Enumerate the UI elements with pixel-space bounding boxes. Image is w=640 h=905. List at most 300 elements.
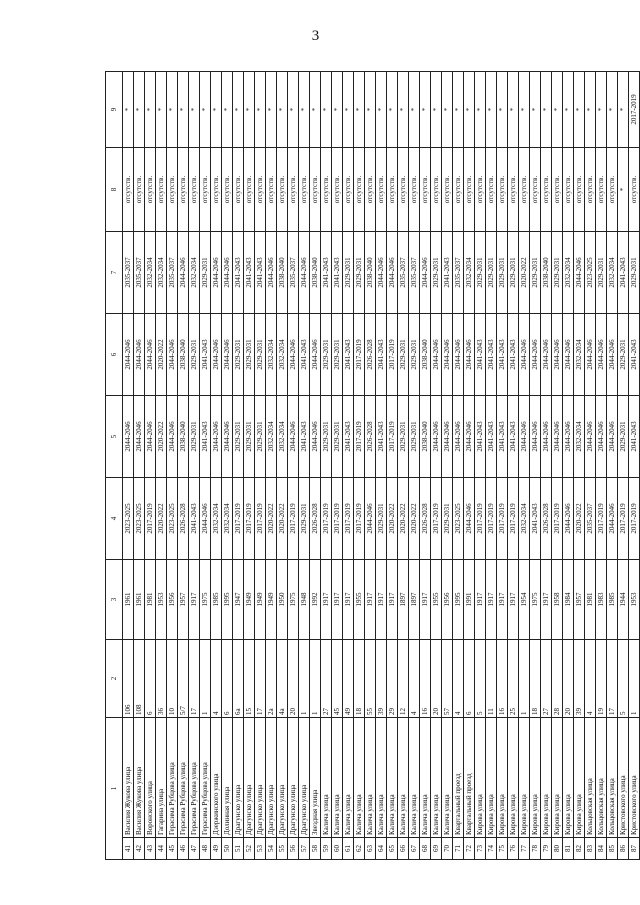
- table-cell: 17: [255, 640, 266, 718]
- table-cell: 71: [453, 838, 464, 860]
- table-cell: 2044-2046: [464, 396, 475, 478]
- table-cell: отсутств.: [200, 148, 211, 232]
- table-cell: 2017-2019: [145, 478, 156, 560]
- table-cell: Калича улица: [354, 718, 365, 838]
- table-cell: 2032-2034: [156, 232, 167, 314]
- table-cell: 2029-2031: [530, 232, 541, 314]
- table-cell: 2029-2031: [244, 314, 255, 396]
- table-cell: Калича улица: [420, 718, 431, 838]
- rotated-table-frame: [105, 72, 638, 860]
- table-cell: 29: [387, 640, 398, 718]
- table-cell: 56: [288, 838, 299, 860]
- table-cell: отсутств.: [486, 148, 497, 232]
- table-cell: 85: [607, 838, 618, 860]
- column-header: 5: [106, 396, 123, 478]
- table-cell: 1917: [541, 560, 552, 640]
- table-cell: 20: [563, 640, 574, 718]
- table-cell: *: [508, 72, 519, 148]
- table-cell: *: [343, 72, 354, 148]
- table-cell: 1995: [222, 560, 233, 640]
- table-cell: 57: [299, 838, 310, 860]
- table-cell: Калича улица: [387, 718, 398, 838]
- table-cell: 2029-2031: [255, 314, 266, 396]
- table-cell: 2026-2028: [310, 478, 321, 560]
- table-cell: отсутств.: [475, 148, 486, 232]
- table-cell: 2017-2019: [288, 478, 299, 560]
- table-cell: 2026-2028: [365, 314, 376, 396]
- table-cell: отсутств.: [563, 148, 574, 232]
- table-row: [343, 72, 354, 860]
- table-cell: 4: [409, 640, 420, 718]
- table-cell: Калича улица: [343, 718, 354, 838]
- table-cell: Воронского улица: [145, 718, 156, 838]
- table-cell: 17: [607, 640, 618, 718]
- table-cell: 2023-2025: [167, 478, 178, 560]
- table-cell: 2044-2046: [123, 396, 134, 478]
- table-cell: 50: [222, 838, 233, 860]
- table-cell: *: [233, 72, 244, 148]
- table-cell: 2029-2031: [321, 396, 332, 478]
- table-cell: 1983: [596, 560, 607, 640]
- table-cell: 2044-2046: [563, 314, 574, 396]
- table-cell: 2038-2040: [420, 314, 431, 396]
- table-cell: *: [211, 72, 222, 148]
- table-cell: 2026-2028: [365, 396, 376, 478]
- table-row: [233, 72, 244, 860]
- table-cell: 1957: [574, 560, 585, 640]
- table-cell: 2044-2046: [596, 396, 607, 478]
- table-cell: 6: [222, 640, 233, 718]
- table-cell: отсутств.: [134, 148, 145, 232]
- table-cell: *: [530, 72, 541, 148]
- table-cell: 78: [530, 838, 541, 860]
- table-cell: 2029-2031: [244, 396, 255, 478]
- table-cell: 2029-2031: [398, 314, 409, 396]
- table-row: [596, 72, 607, 860]
- table-cell: 2032-2034: [189, 232, 200, 314]
- table-cell: 75: [497, 838, 508, 860]
- table-cell: 2044-2046: [211, 314, 222, 396]
- table-cell: 2044-2046: [464, 478, 475, 560]
- table-cell: 2029-2031: [321, 314, 332, 396]
- table-cell: 2023-2025: [453, 478, 464, 560]
- table-cell: 2038-2040: [420, 396, 431, 478]
- table-cell: 2020-2022: [387, 478, 398, 560]
- table-cell: 2029-2031: [299, 478, 310, 560]
- table-cell: отсутств.: [530, 148, 541, 232]
- table-cell: 2020-2022: [156, 396, 167, 478]
- table-cell: 65: [387, 838, 398, 860]
- table-cell: отсутств.: [222, 148, 233, 232]
- table-cell: 2041-2043: [343, 314, 354, 396]
- table-cell: 1917: [343, 560, 354, 640]
- table-cell: 2017-2019: [475, 478, 486, 560]
- table-row: [134, 72, 145, 860]
- table-cell: 49: [211, 838, 222, 860]
- table-cell: 2029-2031: [431, 232, 442, 314]
- table-cell: 15: [244, 640, 255, 718]
- table-cell: 2044-2046: [563, 396, 574, 478]
- table-cell: *: [442, 72, 453, 148]
- table-cell: отсутств.: [420, 148, 431, 232]
- table-cell: *: [222, 72, 233, 148]
- table-cell: отсутств.: [365, 148, 376, 232]
- table-cell: *: [156, 72, 167, 148]
- table-row: [453, 72, 464, 860]
- table-cell: 2029-2031: [189, 396, 200, 478]
- table-cell: 2032-2034: [574, 396, 585, 478]
- table-cell: 2032-2034: [277, 396, 288, 478]
- table-row: [222, 72, 233, 860]
- table-cell: 2032-2034: [277, 314, 288, 396]
- table-cell: 2041-2043: [343, 396, 354, 478]
- table-cell: 2023-2025: [134, 478, 145, 560]
- table-cell: 2017-2019: [629, 478, 640, 560]
- table-cell: 5: [475, 640, 486, 718]
- table-cell: 1992: [310, 560, 321, 640]
- table-cell: 1985: [211, 560, 222, 640]
- table-cell: 2044-2046: [134, 314, 145, 396]
- table-cell: 2017-2019: [508, 478, 519, 560]
- table-cell: *: [497, 72, 508, 148]
- table-cell: 2041-2043: [497, 396, 508, 478]
- table-cell: отсутств.: [464, 148, 475, 232]
- table-cell: Калича улица: [332, 718, 343, 838]
- table-cell: *: [387, 72, 398, 148]
- table-cell: 1917: [497, 560, 508, 640]
- table-cell: 2044-2046: [266, 232, 277, 314]
- table-cell: 74: [486, 838, 497, 860]
- table-cell: 2044-2046: [431, 396, 442, 478]
- table-cell: Драгунско улица: [288, 718, 299, 838]
- table-cell: 2017-2019: [354, 478, 365, 560]
- table-cell: Калича улица: [365, 718, 376, 838]
- table-cell: 1917: [365, 560, 376, 640]
- table-cell: 1991: [464, 560, 475, 640]
- table-row: [541, 72, 552, 860]
- table-cell: 2035-2037: [167, 232, 178, 314]
- table-cell: *: [134, 72, 145, 148]
- table-cell: 2017-2019: [321, 478, 332, 560]
- table-row: [574, 72, 585, 860]
- table-cell: *: [123, 72, 134, 148]
- table-cell: 2029-2031: [332, 314, 343, 396]
- table-cell: 1953: [629, 560, 640, 640]
- table-cell: Кольцовская улица: [596, 718, 607, 838]
- table-cell: 2041-2043: [200, 396, 211, 478]
- table-cell: 16: [420, 640, 431, 718]
- table-cell: 2044-2046: [211, 396, 222, 478]
- column-header: 9: [106, 72, 123, 148]
- table-cell: 1957: [178, 560, 189, 640]
- table-cell: 20: [431, 640, 442, 718]
- table-cell: *: [145, 72, 156, 148]
- table-cell: отсутств.: [541, 148, 552, 232]
- page-number: 3: [311, 28, 320, 44]
- table-cell: 2032-2034: [266, 314, 277, 396]
- table-cell: отсутств.: [266, 148, 277, 232]
- table-cell: 2044-2046: [200, 478, 211, 560]
- table-cell: 1956: [167, 560, 178, 640]
- table-cell: 5: [618, 640, 629, 718]
- table-cell: 1: [629, 640, 640, 718]
- table-cell: отсутств.: [431, 148, 442, 232]
- table-cell: Калича улица: [409, 718, 420, 838]
- table-cell: 27: [541, 640, 552, 718]
- table-cell: *: [618, 148, 629, 232]
- table-cell: Долинная улица: [222, 718, 233, 838]
- table-cell: 2017-2019: [387, 396, 398, 478]
- table-cell: 2020-2022: [156, 314, 167, 396]
- table-cell: 52: [244, 838, 255, 860]
- table-row: [431, 72, 442, 860]
- table-cell: 2044-2046: [222, 232, 233, 314]
- table-cell: 58: [310, 838, 321, 860]
- table-cell: 2029-2031: [189, 314, 200, 396]
- table-cell: 2044-2046: [145, 396, 156, 478]
- table-cell: 2017-2019: [332, 478, 343, 560]
- table-cell: 2017-2019: [486, 478, 497, 560]
- table-row: [475, 72, 486, 860]
- table-cell: 2029-2031: [629, 232, 640, 314]
- table-cell: 2044-2046: [607, 478, 618, 560]
- table-cell: Звездная улица: [310, 718, 321, 838]
- table-cell: 1948: [299, 560, 310, 640]
- table-cell: 27: [321, 640, 332, 718]
- table-row: [167, 72, 178, 860]
- table-cell: *: [332, 72, 343, 148]
- table-cell: 1947: [233, 560, 244, 640]
- table-cell: 2041-2043: [332, 232, 343, 314]
- table-cell: 2029-2031: [442, 478, 453, 560]
- table-cell: 2041-2043: [376, 314, 387, 396]
- table-cell: Кирова улица: [508, 718, 519, 838]
- table-cell: 2044-2046: [530, 396, 541, 478]
- table-cell: 83: [585, 838, 596, 860]
- column-header: 4: [106, 478, 123, 560]
- table-cell: Дзержинского улица: [211, 718, 222, 838]
- table-cell: 63: [365, 838, 376, 860]
- table-cell: 2044-2046: [123, 314, 134, 396]
- table-cell: 2029-2031: [233, 396, 244, 478]
- table-cell: 28: [552, 640, 563, 718]
- table-cell: 2029-2031: [618, 396, 629, 478]
- table-cell: 41: [123, 838, 134, 860]
- table-cell: отсутств.: [398, 148, 409, 232]
- table-cell: отсутств.: [288, 148, 299, 232]
- table-cell: 2020-2022: [574, 478, 585, 560]
- table-cell: 2041-2043: [475, 314, 486, 396]
- table-cell: 66: [398, 838, 409, 860]
- table-cell: 2029-2031: [200, 232, 211, 314]
- table-cell: Драгунско улица: [233, 718, 244, 838]
- table-cell: 2032-2034: [563, 232, 574, 314]
- table-cell: 2035-2037: [585, 478, 596, 560]
- table-cell: 1953: [156, 560, 167, 640]
- table-cell: *: [453, 72, 464, 148]
- table-cell: 2029-2031: [497, 232, 508, 314]
- table-cell: 4а: [277, 640, 288, 718]
- table-cell: 72: [464, 838, 475, 860]
- table-row: [200, 72, 211, 860]
- table-cell: 2017-2019: [497, 478, 508, 560]
- table-cell: 2017-2019: [629, 72, 640, 148]
- table-cell: 2044-2046: [211, 232, 222, 314]
- table-cell: отсутств.: [299, 148, 310, 232]
- table-row: [277, 72, 288, 860]
- header-row: [106, 72, 123, 860]
- table-row: [266, 72, 277, 860]
- table-cell: отсутств.: [442, 148, 453, 232]
- table-cell: *: [409, 72, 420, 148]
- table-row: [508, 72, 519, 860]
- table-row: [618, 72, 629, 860]
- table-cell: 87: [629, 838, 640, 860]
- table-cell: 2017-2019: [354, 396, 365, 478]
- table-cell: отсутств.: [629, 148, 640, 232]
- table-cell: 48: [200, 838, 211, 860]
- table-cell: *: [189, 72, 200, 148]
- table-cell: 57: [442, 640, 453, 718]
- table-cell: 2029-2031: [376, 478, 387, 560]
- table-cell: 1917: [387, 560, 398, 640]
- table-row: [310, 72, 321, 860]
- table-cell: 68: [420, 838, 431, 860]
- table-row: [629, 72, 640, 860]
- table-cell: 1917: [420, 560, 431, 640]
- table-cell: 2032-2034: [519, 478, 530, 560]
- table-row: [211, 72, 222, 860]
- table-cell: 10: [167, 640, 178, 718]
- table-cell: 2044-2046: [222, 314, 233, 396]
- table-cell: 2041-2043: [255, 232, 266, 314]
- table-cell: 2038-2040: [310, 232, 321, 314]
- table-cell: отсутств.: [508, 148, 519, 232]
- table-cell: 16: [497, 640, 508, 718]
- table-cell: 1961: [123, 560, 134, 640]
- table-cell: 2029-2031: [508, 232, 519, 314]
- table-cell: Калича улица: [321, 718, 332, 838]
- table-cell: 62: [354, 838, 365, 860]
- table-cell: 2044-2046: [288, 396, 299, 478]
- table-cell: *: [596, 72, 607, 148]
- table-row: [585, 72, 596, 860]
- table-cell: *: [574, 72, 585, 148]
- table-cell: 2029-2031: [343, 232, 354, 314]
- table-cell: 1954: [519, 560, 530, 640]
- table-cell: 17: [189, 640, 200, 718]
- table-cell: 2041-2043: [508, 314, 519, 396]
- table-cell: отсутств.: [607, 148, 618, 232]
- table-cell: Квартальный проезд: [464, 718, 475, 838]
- table-cell: 2029-2031: [409, 396, 420, 478]
- table-cell: 42: [134, 838, 145, 860]
- table-cell: 1955: [354, 560, 365, 640]
- table-cell: 2041-2043: [629, 396, 640, 478]
- table-cell: 2017-2019: [354, 314, 365, 396]
- table-cell: 2041-2043: [376, 396, 387, 478]
- table-cell: 4: [453, 640, 464, 718]
- table-cell: 11: [486, 640, 497, 718]
- table-cell: 60: [332, 838, 343, 860]
- table-cell: 2029-2031: [354, 232, 365, 314]
- table-row: [244, 72, 255, 860]
- table-cell: 2017-2019: [552, 478, 563, 560]
- table-cell: 49: [343, 640, 354, 718]
- table-cell: 82: [574, 838, 585, 860]
- table-cell: 39: [376, 640, 387, 718]
- table-row: [552, 72, 563, 860]
- table-cell: 2029-2031: [552, 232, 563, 314]
- table-cell: 20: [288, 640, 299, 718]
- table-cell: 106: [123, 640, 134, 718]
- table-cell: 2044-2046: [442, 396, 453, 478]
- table-cell: 45: [167, 838, 178, 860]
- table-cell: 2041-2043: [244, 232, 255, 314]
- table-cell: 1961: [134, 560, 145, 640]
- table-cell: 2029-2031: [475, 232, 486, 314]
- table-cell: 70: [442, 838, 453, 860]
- table-cell: 2041-2043: [530, 478, 541, 560]
- table-cell: *: [398, 72, 409, 148]
- table-cell: 2041-2043: [475, 396, 486, 478]
- column-header: 3: [106, 560, 123, 640]
- table-row: [255, 72, 266, 860]
- table-cell: 18: [530, 640, 541, 718]
- table-cell: 6а: [233, 640, 244, 718]
- table-cell: 2029-2031: [596, 232, 607, 314]
- table-row: [123, 72, 134, 860]
- column-header: 7: [106, 232, 123, 314]
- table-cell: Герасима Рубцова улица: [200, 718, 211, 838]
- table-cell: 2026-2028: [178, 478, 189, 560]
- table-cell: 1975: [200, 560, 211, 640]
- table-cell: 5/7: [178, 640, 189, 718]
- table-cell: отсутств.: [310, 148, 321, 232]
- table-cell: 44: [156, 838, 167, 860]
- table-cell: 2017-2019: [387, 314, 398, 396]
- table-cell: Калича улица: [442, 718, 453, 838]
- table-cell: 2017-2019: [596, 478, 607, 560]
- table-cell: 2020-2022: [156, 478, 167, 560]
- table-cell: *: [244, 72, 255, 148]
- table-cell: 80: [552, 838, 563, 860]
- table-cell: 6: [145, 640, 156, 718]
- table-cell: отсутств.: [354, 148, 365, 232]
- table-cell: 2017-2019: [343, 478, 354, 560]
- table-cell: *: [321, 72, 332, 148]
- table-cell: Герасима Рубцова улица: [167, 718, 178, 838]
- table-cell: 1975: [530, 560, 541, 640]
- table-cell: 2044-2046: [310, 396, 321, 478]
- table-cell: отсутств.: [233, 148, 244, 232]
- table-cell: *: [310, 72, 321, 148]
- table-cell: 2044-2046: [541, 396, 552, 478]
- table-cell: 2041-2043: [200, 314, 211, 396]
- table-cell: 1949: [244, 560, 255, 640]
- table-cell: 12: [398, 640, 409, 718]
- table-cell: 1917: [332, 560, 343, 640]
- table-row: [563, 72, 574, 860]
- table-cell: отсутств.: [332, 148, 343, 232]
- table-cell: Калича улица: [431, 718, 442, 838]
- table-cell: отсутств.: [244, 148, 255, 232]
- table-cell: отсутств.: [167, 148, 178, 232]
- table-cell: 25: [508, 640, 519, 718]
- table-cell: *: [167, 72, 178, 148]
- table-row: [365, 72, 376, 860]
- table-cell: 2035-2037: [398, 232, 409, 314]
